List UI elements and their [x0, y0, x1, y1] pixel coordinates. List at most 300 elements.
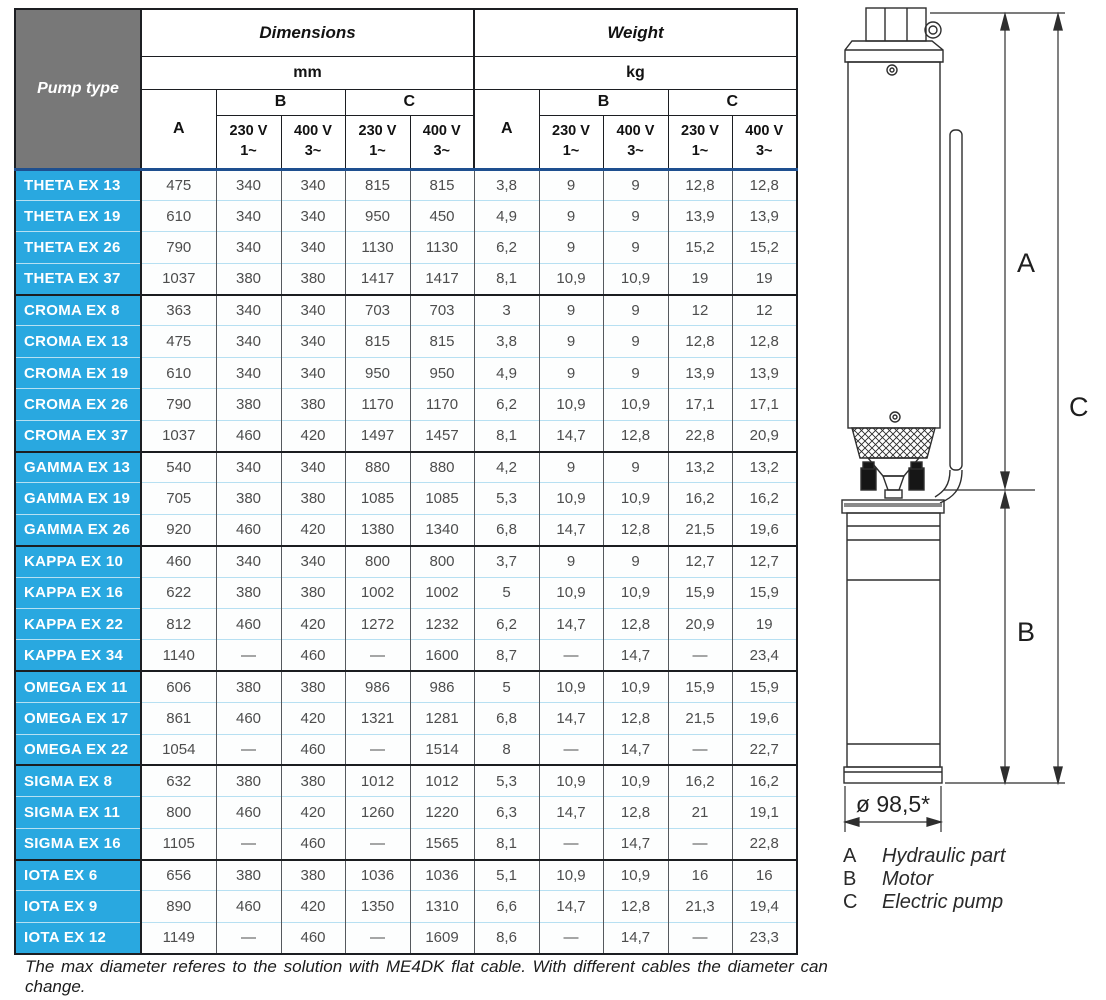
pump-type-cell: THETA EX 13 [15, 169, 141, 200]
dim-c-col-header: C [345, 89, 474, 115]
pump-type-cell: KAPPA EX 34 [15, 640, 141, 671]
value-cell: 656 [141, 860, 216, 891]
voltage-line1: 230 V [358, 122, 397, 139]
value-cell: 705 [141, 483, 216, 514]
value-cell: 1260 [345, 797, 410, 828]
table-row [15, 734, 797, 765]
value-cell: 16,2 [732, 765, 797, 796]
value-cell: 8 [474, 734, 539, 765]
value-cell: 9 [539, 232, 603, 263]
wt-c-col-header: C [668, 89, 797, 115]
value-cell: 17,1 [668, 389, 732, 420]
pump-type-cell: CROMA EX 37 [15, 420, 141, 451]
value-cell: 380 [281, 263, 345, 294]
value-cell: 19,6 [732, 514, 797, 545]
value-cell: 9 [603, 357, 668, 388]
table-row [15, 232, 797, 263]
voltage-line1: 400 V [616, 122, 655, 139]
value-cell: 460 [216, 797, 281, 828]
voltage-line2: 3~ [433, 142, 451, 159]
value-cell: 380 [216, 860, 281, 891]
value-cell: 8,1 [474, 828, 539, 859]
value-cell: 460 [281, 828, 345, 859]
value-cell: 460 [216, 703, 281, 734]
value-cell: 8,6 [474, 922, 539, 953]
value-cell: 340 [281, 452, 345, 483]
value-cell: 340 [281, 326, 345, 357]
value-cell: 340 [216, 169, 281, 200]
value-cell: 10,9 [603, 389, 668, 420]
value-cell: 6,2 [474, 232, 539, 263]
value-cell: 606 [141, 671, 216, 702]
value-cell: 380 [216, 765, 281, 796]
pump-type-cell: CROMA EX 13 [15, 326, 141, 357]
pump-type-cell: GAMMA EX 19 [15, 483, 141, 514]
pump-type-cell: KAPPA EX 22 [15, 608, 141, 639]
voltage-line2: 1~ [562, 142, 580, 159]
value-cell: 5 [474, 671, 539, 702]
value-cell: 12,8 [603, 891, 668, 922]
value-cell: 5,1 [474, 860, 539, 891]
value-cell: 4,9 [474, 357, 539, 388]
dim-b-label: B [1017, 617, 1036, 647]
pump-body-outline [842, 8, 962, 783]
value-cell: 1350 [345, 891, 410, 922]
value-cell: 12,7 [732, 546, 797, 577]
value-cell: 622 [141, 577, 216, 608]
value-cell: 880 [410, 452, 474, 483]
value-cell: 3 [474, 295, 539, 326]
value-cell: 632 [141, 765, 216, 796]
voltage-line1: 400 V [294, 122, 332, 139]
value-cell: 986 [345, 671, 410, 702]
value-cell: 4,9 [474, 200, 539, 231]
value-cell: 1170 [410, 389, 474, 420]
voltage-line1: 230 V [229, 122, 268, 139]
table-row [15, 797, 797, 828]
value-cell: 800 [410, 546, 474, 577]
value-cell: 340 [216, 232, 281, 263]
value-cell: 9 [603, 169, 668, 200]
value-cell: 19 [668, 263, 732, 294]
value-cell: 420 [281, 420, 345, 451]
voltage-400-header [603, 115, 668, 169]
value-cell: 9 [539, 546, 603, 577]
value-cell: 17,1 [732, 389, 797, 420]
value-cell: — [345, 828, 410, 859]
value-cell: 380 [281, 671, 345, 702]
cable-ring [925, 22, 941, 38]
value-cell: 16,2 [732, 483, 797, 514]
value-cell: 6,6 [474, 891, 539, 922]
table-row [15, 891, 797, 922]
value-cell: 16 [732, 860, 797, 891]
value-cell: 1417 [410, 263, 474, 294]
value-cell: 9 [539, 169, 603, 200]
value-cell: 12 [732, 295, 797, 326]
wt-a-col-header: A [474, 89, 539, 169]
value-cell: 950 [410, 357, 474, 388]
value-cell: 1037 [141, 263, 216, 294]
value-cell: 10,9 [539, 389, 603, 420]
pump-type-cell: THETA EX 37 [15, 263, 141, 294]
value-cell: 380 [216, 577, 281, 608]
value-cell: 950 [345, 200, 410, 231]
value-cell: 15,2 [668, 232, 732, 263]
pump-type-cell: SIGMA EX 8 [15, 765, 141, 796]
legend-label: Hydraulic part [882, 845, 1006, 867]
value-cell: 16,2 [668, 765, 732, 796]
value-cell: 14,7 [539, 420, 603, 451]
value-cell: 14,7 [539, 608, 603, 639]
value-cell: — [668, 734, 732, 765]
value-cell: 380 [216, 671, 281, 702]
value-cell: 420 [281, 703, 345, 734]
value-cell: 10,9 [603, 263, 668, 294]
pump-type-cell: IOTA EX 9 [15, 891, 141, 922]
value-cell: 340 [281, 295, 345, 326]
value-cell: 5 [474, 577, 539, 608]
value-cell: 880 [345, 452, 410, 483]
value-cell: 460 [216, 514, 281, 545]
value-cell: 19,6 [732, 703, 797, 734]
diameter-label: ø 98,5* [855, 791, 931, 817]
pump-type-cell: THETA EX 19 [15, 200, 141, 231]
pump-type-header: Pump type [15, 9, 141, 169]
value-cell: 460 [141, 546, 216, 577]
table-row [15, 860, 797, 891]
voltage-230-header [668, 115, 732, 169]
value-cell: 1170 [345, 389, 410, 420]
value-cell: 12,8 [668, 326, 732, 357]
value-cell: 920 [141, 514, 216, 545]
legend-item-hydraulic [843, 845, 1005, 868]
value-cell: 1281 [410, 703, 474, 734]
voltage-400-header [410, 115, 474, 169]
value-cell: 790 [141, 389, 216, 420]
value-cell: 9 [539, 295, 603, 326]
value-cell: 1130 [345, 232, 410, 263]
value-cell: 380 [281, 577, 345, 608]
table-row [15, 828, 797, 859]
value-cell: 1012 [410, 765, 474, 796]
value-cell: 21,5 [668, 703, 732, 734]
pump-type-cell: KAPPA EX 10 [15, 546, 141, 577]
value-cell: 15,9 [732, 577, 797, 608]
legend-label: Electric pump [882, 891, 1004, 913]
voltage-line2: 1~ [369, 142, 386, 159]
value-cell: 15,9 [668, 577, 732, 608]
value-cell: 380 [281, 389, 345, 420]
table-row [15, 389, 797, 420]
table-row [15, 326, 797, 357]
value-cell: 1140 [141, 640, 216, 671]
value-cell: 20,9 [732, 420, 797, 451]
table-row [15, 608, 797, 639]
value-cell: 23,3 [732, 922, 797, 953]
value-cell: 10,9 [539, 860, 603, 891]
value-cell: 460 [281, 640, 345, 671]
pump-type-cell: GAMMA EX 13 [15, 452, 141, 483]
value-cell: 12 [668, 295, 732, 326]
value-cell: 340 [216, 546, 281, 577]
dimensions-header: Dimensions [141, 9, 474, 56]
value-cell: 1012 [345, 765, 410, 796]
value-cell: 610 [141, 357, 216, 388]
value-cell: 340 [216, 326, 281, 357]
table-row [15, 514, 797, 545]
wt-b-col-header: B [539, 89, 668, 115]
value-cell: 6,2 [474, 608, 539, 639]
value-cell: — [345, 922, 410, 953]
value-cell: 10,9 [603, 577, 668, 608]
value-cell: — [216, 922, 281, 953]
value-cell: 703 [410, 295, 474, 326]
value-cell: 14,7 [539, 514, 603, 545]
value-cell: 1054 [141, 734, 216, 765]
value-cell: — [539, 640, 603, 671]
value-cell: 1105 [141, 828, 216, 859]
pump-type-cell: OMEGA EX 22 [15, 734, 141, 765]
table-row [15, 922, 797, 953]
value-cell: 19,4 [732, 891, 797, 922]
value-cell: 21,3 [668, 891, 732, 922]
value-cell: 6,3 [474, 797, 539, 828]
dim-a-label: A [1017, 248, 1036, 278]
value-cell: 9 [539, 452, 603, 483]
dim-c-label: C [1069, 392, 1089, 422]
legend-key: A [843, 845, 857, 867]
table-row [15, 765, 797, 796]
pump-spec-table [14, 8, 798, 955]
pump-type-cell: SIGMA EX 16 [15, 828, 141, 859]
value-cell: — [668, 828, 732, 859]
pump-type-cell: OMEGA EX 11 [15, 671, 141, 702]
value-cell: 14,7 [539, 797, 603, 828]
spec-table-container [14, 8, 798, 955]
value-cell: 22,8 [668, 420, 732, 451]
voltage-line2: 1~ [691, 142, 709, 159]
legend-item-motor [843, 868, 1005, 891]
value-cell: 1036 [410, 860, 474, 891]
table-row [15, 295, 797, 326]
value-cell: — [668, 640, 732, 671]
table-row [15, 483, 797, 514]
value-cell: 14,7 [603, 828, 668, 859]
value-cell: 812 [141, 608, 216, 639]
value-cell: 13,2 [668, 452, 732, 483]
value-cell: 340 [281, 357, 345, 388]
value-cell: 10,9 [539, 671, 603, 702]
value-cell: 14,7 [603, 922, 668, 953]
value-cell: 9 [603, 326, 668, 357]
value-cell: 1609 [410, 922, 474, 953]
value-cell: 23,4 [732, 640, 797, 671]
value-cell: 1321 [345, 703, 410, 734]
pump-type-cell: OMEGA EX 17 [15, 703, 141, 734]
weight-header: Weight [474, 9, 797, 56]
value-cell: 1002 [410, 577, 474, 608]
value-cell: 1085 [410, 483, 474, 514]
table-row [15, 640, 797, 671]
motor-part [847, 513, 940, 767]
value-cell: 12,8 [603, 703, 668, 734]
legend-key: C [843, 891, 858, 913]
value-cell: 16 [668, 860, 732, 891]
value-cell: 340 [216, 295, 281, 326]
table-row [15, 452, 797, 483]
diagram-legend [843, 845, 1005, 914]
value-cell: 340 [281, 232, 345, 263]
dimension-lines [845, 13, 1065, 832]
pump-type-cell: IOTA EX 12 [15, 922, 141, 953]
value-cell: 19,1 [732, 797, 797, 828]
voltage-230-header [539, 115, 603, 169]
value-cell: 12,8 [668, 169, 732, 200]
value-cell: 380 [216, 483, 281, 514]
value-cell: 10,9 [539, 577, 603, 608]
value-cell: 21,5 [668, 514, 732, 545]
voltage-line1: 400 V [422, 122, 461, 139]
value-cell: 340 [216, 452, 281, 483]
value-cell: 22,7 [732, 734, 797, 765]
value-cell: 610 [141, 200, 216, 231]
value-cell: 12,7 [668, 546, 732, 577]
value-cell: 12,8 [603, 797, 668, 828]
value-cell: — [216, 734, 281, 765]
value-cell: 800 [141, 797, 216, 828]
value-cell: 340 [281, 169, 345, 200]
value-cell: — [668, 922, 732, 953]
dim-a-col-header: A [141, 89, 216, 169]
value-cell: 21 [668, 797, 732, 828]
footnote: The max diameter referes to the solution with ME4DK flat cable. With different cables the diameter can change. [25, 957, 828, 996]
table-row [15, 671, 797, 702]
value-cell: 13,9 [732, 357, 797, 388]
pump-type-cell: CROMA EX 26 [15, 389, 141, 420]
value-cell: 12,8 [732, 169, 797, 200]
table-row [15, 169, 797, 200]
value-cell: — [345, 640, 410, 671]
value-cell: 950 [345, 357, 410, 388]
value-cell: 1130 [410, 232, 474, 263]
value-cell: 1340 [410, 514, 474, 545]
value-cell: 703 [345, 295, 410, 326]
value-cell: 420 [281, 797, 345, 828]
suction-strainer [852, 428, 935, 458]
value-cell: 14,7 [539, 703, 603, 734]
value-cell: 1036 [345, 860, 410, 891]
table-row [15, 357, 797, 388]
value-cell: 1149 [141, 922, 216, 953]
value-cell: 1600 [410, 640, 474, 671]
value-cell: 460 [216, 420, 281, 451]
value-cell: 8,1 [474, 420, 539, 451]
pump-type-cell: SIGMA EX 11 [15, 797, 141, 828]
value-cell: 9 [539, 357, 603, 388]
value-cell: 861 [141, 703, 216, 734]
value-cell: 450 [410, 200, 474, 231]
dim-b-col-header: B [216, 89, 345, 115]
voltage-line1: 230 V [681, 122, 719, 139]
table-body [15, 169, 797, 954]
voltage-line1: 400 V [745, 122, 784, 139]
value-cell: 475 [141, 169, 216, 200]
value-cell: 460 [216, 891, 281, 922]
value-cell: 3,8 [474, 169, 539, 200]
value-cell: 1417 [345, 263, 410, 294]
value-cell: 1232 [410, 608, 474, 639]
value-cell: 9 [603, 452, 668, 483]
value-cell: 1514 [410, 734, 474, 765]
value-cell: 12,8 [732, 326, 797, 357]
table-row [15, 577, 797, 608]
value-cell: 10,9 [603, 860, 668, 891]
value-cell: 380 [281, 860, 345, 891]
value-cell: 16,2 [668, 483, 732, 514]
value-cell: 340 [216, 357, 281, 388]
legend-label: Motor [882, 868, 934, 890]
value-cell: — [539, 734, 603, 765]
value-cell: 6,8 [474, 703, 539, 734]
value-cell: 13,2 [732, 452, 797, 483]
legend-item-electric-pump [843, 891, 1005, 914]
voltage-line2: 3~ [627, 142, 644, 159]
value-cell: 790 [141, 232, 216, 263]
unit-kg-header: kg [474, 56, 797, 89]
value-cell: 1565 [410, 828, 474, 859]
value-cell: 815 [410, 326, 474, 357]
table-row [15, 703, 797, 734]
value-cell: 10,9 [539, 483, 603, 514]
value-cell: 3,7 [474, 546, 539, 577]
value-cell: 20,9 [668, 608, 732, 639]
voltage-line2: 3~ [755, 142, 773, 159]
voltage-line2: 3~ [304, 142, 322, 159]
value-cell: 13,9 [668, 357, 732, 388]
pump-type-cell: CROMA EX 8 [15, 295, 141, 326]
value-cell: 19 [732, 263, 797, 294]
value-cell: 14,7 [539, 891, 603, 922]
value-cell: 5,3 [474, 765, 539, 796]
value-cell: 815 [345, 169, 410, 200]
value-cell: 13,9 [668, 200, 732, 231]
value-cell: 1037 [141, 420, 216, 451]
value-cell: 15,2 [732, 232, 797, 263]
hydraulic-part [848, 62, 940, 428]
voltage-400-header [732, 115, 797, 169]
value-cell: — [345, 734, 410, 765]
pump-type-cell: KAPPA EX 16 [15, 577, 141, 608]
table-row [15, 546, 797, 577]
value-cell: 1457 [410, 420, 474, 451]
value-cell: 12,8 [603, 608, 668, 639]
value-cell: 380 [216, 389, 281, 420]
value-cell: 1085 [345, 483, 410, 514]
value-cell: 1497 [345, 420, 410, 451]
value-cell: 340 [281, 546, 345, 577]
value-cell: 6,8 [474, 514, 539, 545]
table-row [15, 200, 797, 231]
value-cell: 19 [732, 608, 797, 639]
value-cell: — [216, 640, 281, 671]
value-cell: 815 [410, 169, 474, 200]
value-cell: 3,8 [474, 326, 539, 357]
value-cell: 10,9 [603, 765, 668, 796]
value-cell: 14,7 [603, 734, 668, 765]
value-cell: 22,8 [732, 828, 797, 859]
value-cell: 8,1 [474, 263, 539, 294]
